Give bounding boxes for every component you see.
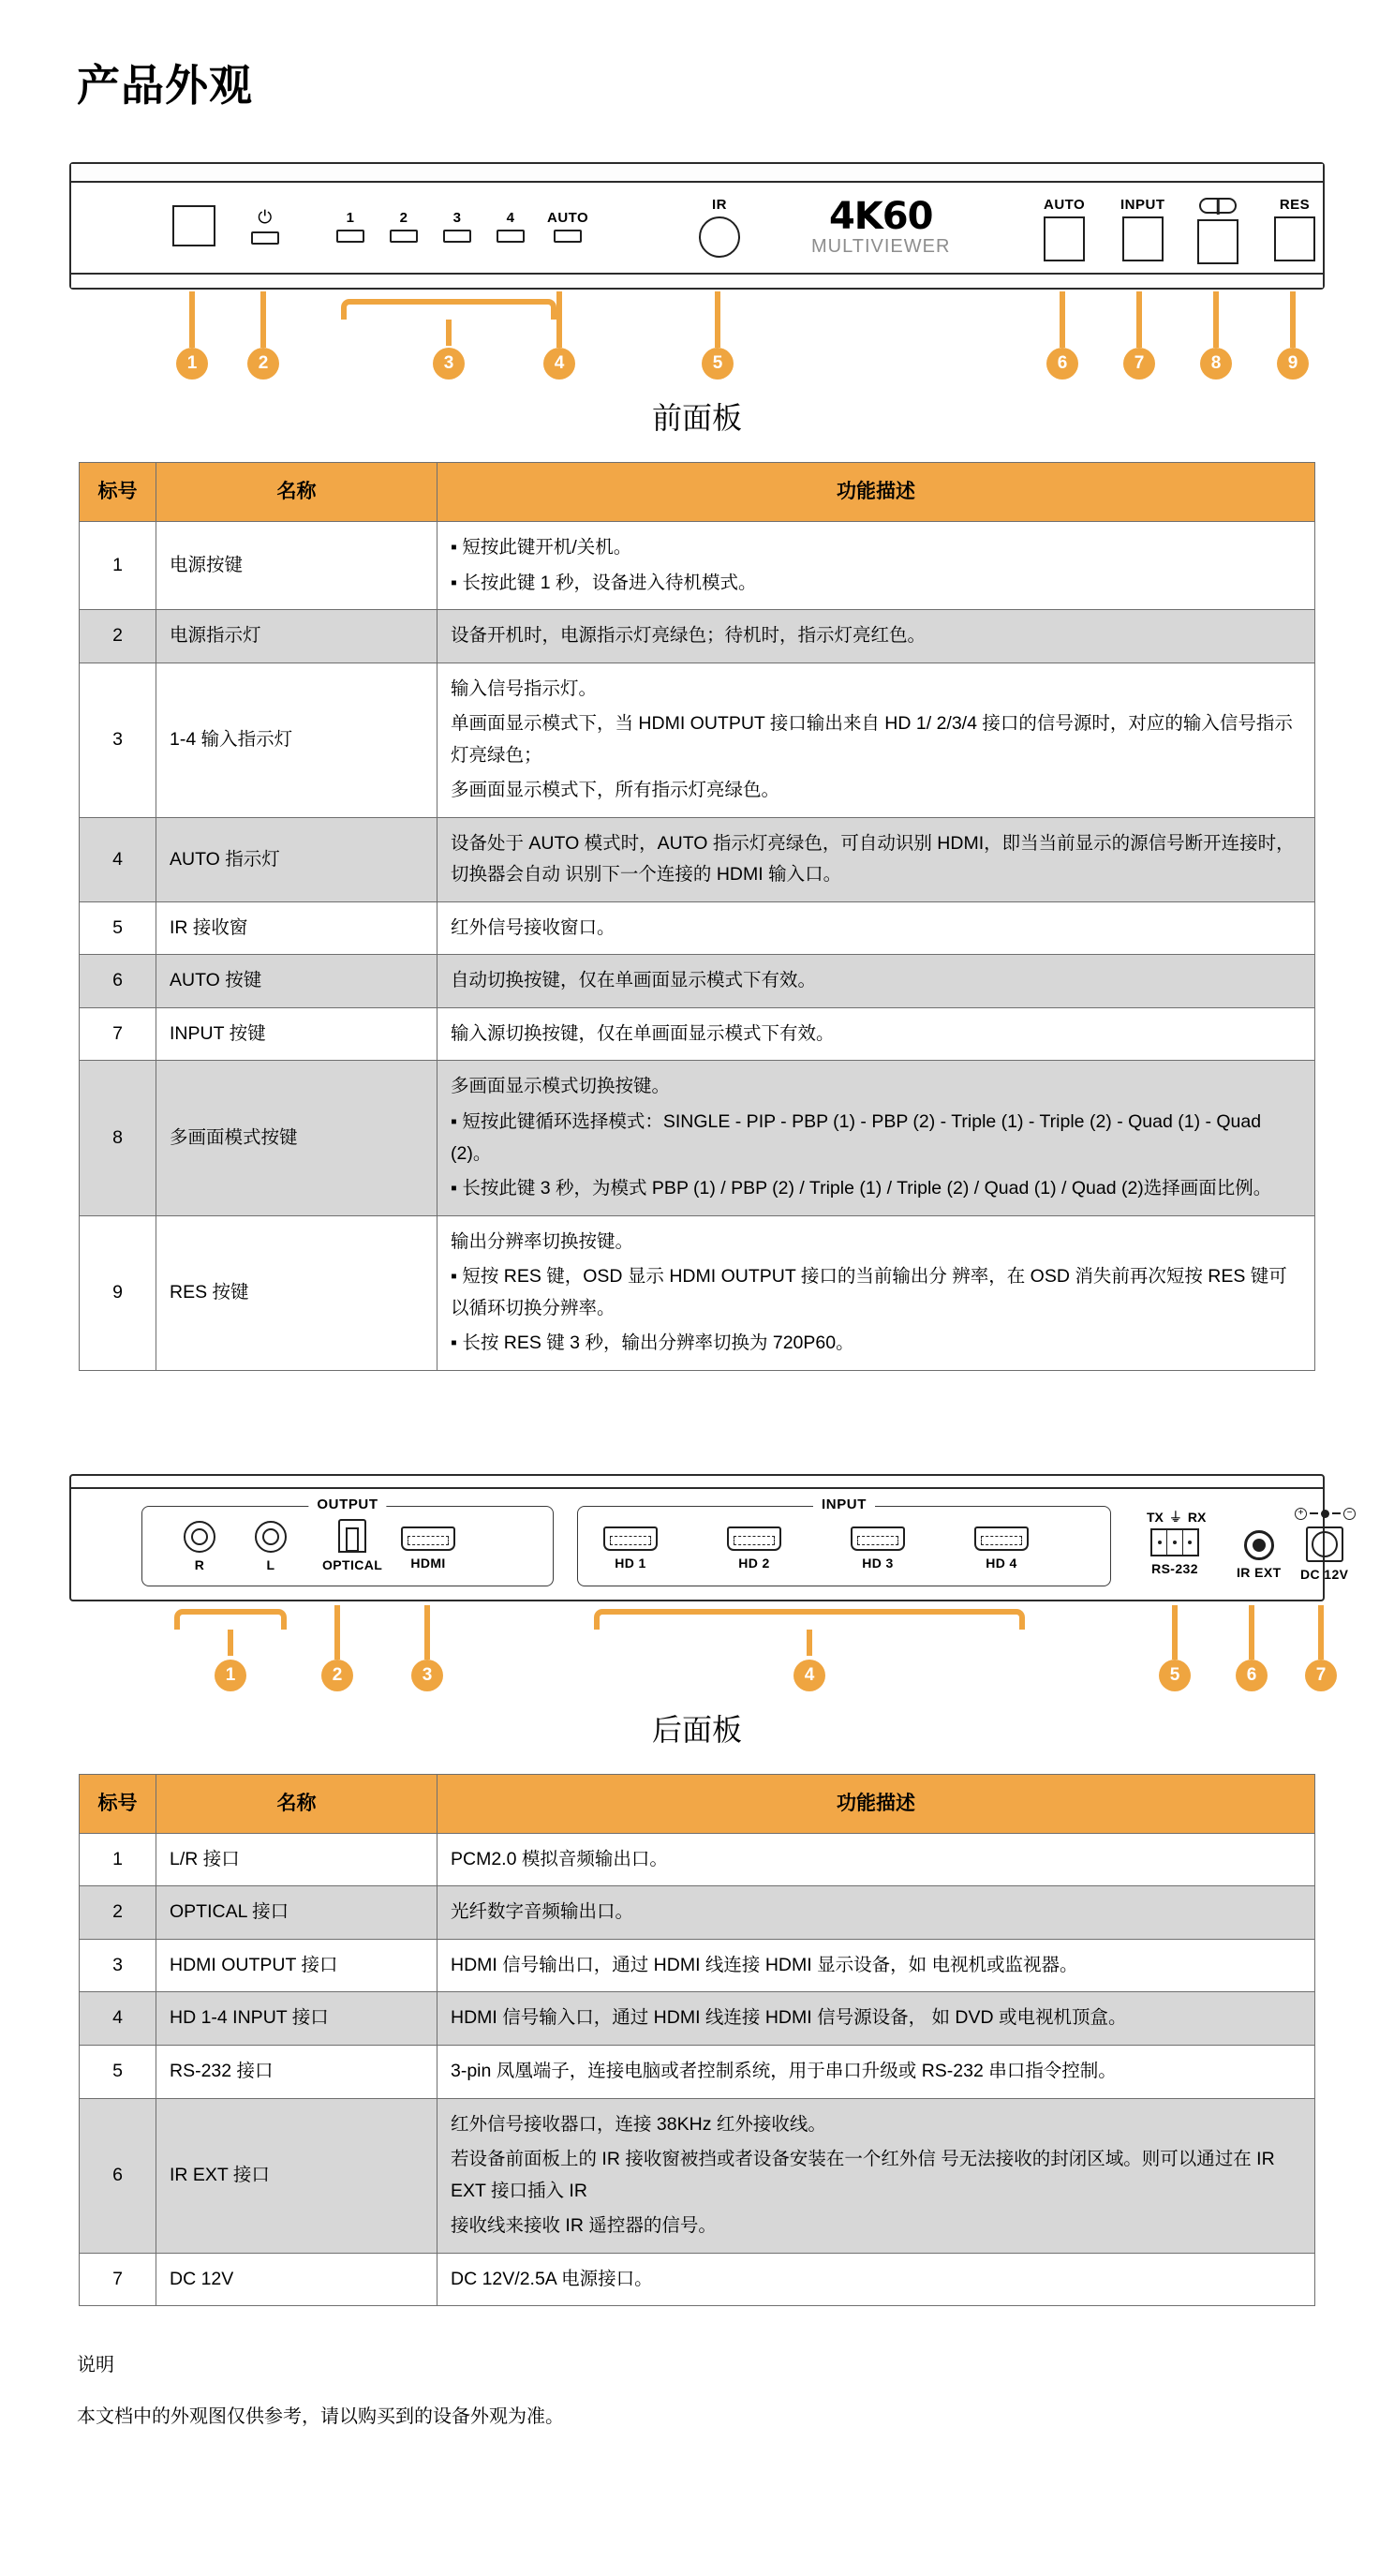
optical-port bbox=[322, 1519, 382, 1572]
desc-line: ▪ 长按此键 1 秒，设备进入待机模式。 bbox=[451, 572, 757, 593]
row-name: AUTO 指示灯 bbox=[156, 817, 437, 901]
callout-8 bbox=[1200, 291, 1232, 380]
callout-6-bubble: 6 bbox=[1046, 348, 1078, 380]
hdmi-output-shape bbox=[401, 1526, 455, 1551]
multiview-icon bbox=[1199, 198, 1237, 214]
row-no: 5 bbox=[80, 2045, 156, 2098]
txrx-labels bbox=[1147, 1508, 1206, 1526]
desc-line: 设备开机时，电源指示灯亮绿色；待机时，指示灯亮红色。 bbox=[451, 625, 927, 647]
input-led-4-label: 4 bbox=[506, 210, 515, 226]
ir-ext-label: IR EXT bbox=[1237, 1564, 1282, 1580]
auto-button[interactable] bbox=[1044, 198, 1085, 261]
rear-callout-2-stem bbox=[334, 1605, 340, 1660]
hd2-label: HD 2 bbox=[738, 1555, 770, 1571]
desc-line: DC 12V/2.5A 电源接口。 bbox=[451, 2268, 653, 2289]
callout-9-stem bbox=[1290, 291, 1296, 348]
hd4-shape bbox=[974, 1526, 1029, 1551]
row-desc bbox=[437, 1007, 1315, 1061]
row-no: 7 bbox=[80, 2253, 156, 2306]
row-name: IR EXT 接口 bbox=[156, 2098, 437, 2253]
rear-callout-1-stem bbox=[228, 1630, 233, 1656]
input-led-2-shape bbox=[390, 230, 418, 243]
row-name: 多画面模式按键 bbox=[156, 1061, 437, 1215]
note-body: 本文档中的外观图仅供参考，请以购买到的设备外观为准。 bbox=[77, 2406, 564, 2428]
auto-led-shape bbox=[554, 230, 582, 243]
rear-callout-4-bracket bbox=[594, 1609, 1025, 1630]
col-header-name: 名称 bbox=[156, 463, 437, 522]
rear-callout-6-bubble: 6 bbox=[1236, 1660, 1268, 1691]
row-no: 9 bbox=[80, 1215, 156, 1370]
table-row bbox=[80, 663, 1315, 817]
col-header-desc: 功能描述 bbox=[437, 463, 1315, 522]
callout-3-bubble: 3 bbox=[433, 348, 465, 380]
col-header-no: 标号 bbox=[80, 1774, 156, 1833]
desc-line: ▪ 长按此键 3 秒，为模式 PBP (1) / PBP (2) / Triple (1) / Triple (2) / Quad (1) / Quad (2)选择画面比例。 bbox=[451, 1178, 1272, 1199]
optical-label: OPTICAL bbox=[322, 1556, 383, 1572]
device-face bbox=[71, 183, 1323, 273]
row-desc bbox=[437, 1992, 1315, 2046]
rear-callout-4 bbox=[793, 1660, 825, 1691]
callout-7-stem bbox=[1136, 291, 1142, 348]
table-row bbox=[80, 1833, 1315, 1886]
row-name: IR 接收窗 bbox=[156, 901, 437, 955]
res-button[interactable] bbox=[1274, 198, 1315, 261]
multiview-mode-button[interactable] bbox=[1197, 198, 1238, 264]
table-row bbox=[80, 817, 1315, 901]
rca-r-shape bbox=[184, 1521, 215, 1553]
row-name: HD 1-4 INPUT 接口 bbox=[156, 1992, 437, 2046]
row-no: 7 bbox=[80, 1007, 156, 1061]
row-name: OPTICAL 接口 bbox=[156, 1886, 437, 1940]
desc-line: 输出分辨率切换按键。 bbox=[451, 1230, 634, 1252]
input-button-label: INPUT bbox=[1120, 197, 1165, 213]
table-row bbox=[80, 1061, 1315, 1215]
power-button-shape bbox=[172, 205, 215, 246]
row-no: 1 bbox=[80, 1833, 156, 1886]
row-name: DC 12V bbox=[156, 2253, 437, 2306]
callout-1-bubble: 1 bbox=[176, 348, 208, 380]
callout-6 bbox=[1046, 291, 1078, 380]
hd3-port bbox=[851, 1526, 905, 1571]
input-led-2-label: 2 bbox=[399, 210, 408, 226]
row-no: 5 bbox=[80, 901, 156, 955]
row-no: 6 bbox=[80, 2098, 156, 2253]
rear-callout-7 bbox=[1305, 1605, 1337, 1691]
row-desc bbox=[437, 955, 1315, 1008]
col-header-no: 标号 bbox=[80, 463, 156, 522]
ground-icon: ⏚ bbox=[1168, 1509, 1182, 1525]
row-desc bbox=[437, 1939, 1315, 1992]
callout-2-stem bbox=[260, 291, 266, 348]
auto-led-label: AUTO bbox=[547, 210, 589, 226]
row-name: HDMI OUTPUT 接口 bbox=[156, 1939, 437, 1992]
table-row bbox=[80, 2098, 1315, 2253]
rear-callout-3 bbox=[411, 1605, 443, 1691]
callout-7-bubble: 7 bbox=[1123, 348, 1155, 380]
input-led-2 bbox=[390, 211, 418, 243]
rca-port-r bbox=[184, 1521, 215, 1572]
input-led-1-label: 1 bbox=[346, 210, 355, 226]
hd2-port bbox=[727, 1526, 781, 1571]
callout-2-bubble: 2 bbox=[247, 348, 279, 380]
table-row bbox=[80, 1215, 1315, 1370]
desc-line: HDMI 信号输入口，通过 HDMI 线连接 HDMI 信号源设备， 如 DVD 或电视机顶盒。 bbox=[451, 2007, 1127, 2029]
front-panel-table bbox=[79, 462, 1315, 1371]
row-no: 2 bbox=[80, 1886, 156, 1940]
optical-shape bbox=[338, 1519, 366, 1553]
desc-line: 若设备前面板上的 IR 接收窗被挡或者设备安装在一个红外信 号无法接收的封闭区域。则可以通过在 IR EXT 接口插入 IR bbox=[451, 2149, 1275, 2201]
callout-8-bubble: 8 bbox=[1200, 348, 1232, 380]
logo-multiviewer: MULTIVIEWER bbox=[811, 236, 951, 257]
rca-port-l bbox=[255, 1521, 287, 1572]
front-panel-device bbox=[69, 162, 1325, 290]
hdmi-output-label: HDMI bbox=[410, 1555, 446, 1571]
row-name: INPUT 按键 bbox=[156, 1007, 437, 1061]
rear-callout-7-stem bbox=[1318, 1605, 1324, 1660]
device-bottom-strip bbox=[71, 273, 1323, 288]
row-desc bbox=[437, 2045, 1315, 2098]
dc-jack-shape bbox=[1306, 1526, 1343, 1562]
callout-1-stem bbox=[189, 291, 195, 348]
desc-line: PCM2.0 模拟音频输出口。 bbox=[451, 1848, 668, 1869]
rear-callout-6-stem bbox=[1249, 1605, 1254, 1660]
rear-callout-5-stem bbox=[1172, 1605, 1178, 1660]
rs232-port bbox=[1150, 1528, 1199, 1576]
page-title: 产品外观 bbox=[77, 61, 253, 110]
dc-12v-label: DC 12V bbox=[1300, 1566, 1349, 1582]
rear-panel-table bbox=[79, 1774, 1315, 2306]
input-led-4-shape bbox=[497, 230, 525, 243]
callout-1 bbox=[176, 291, 208, 380]
row-desc bbox=[437, 1886, 1315, 1940]
rs232-shape bbox=[1150, 1528, 1199, 1556]
callout-3-bracket bbox=[341, 299, 556, 320]
rear-callout-7-bubble: 7 bbox=[1305, 1660, 1337, 1691]
desc-line: 接收线来接收 IR 遥控器的信号。 bbox=[451, 2215, 717, 2237]
callout-3 bbox=[433, 348, 465, 380]
callout-7 bbox=[1123, 291, 1155, 380]
output-group-label: OUTPUT bbox=[308, 1496, 386, 1512]
auto-button-label: AUTO bbox=[1044, 197, 1086, 213]
rear-callout-3-stem bbox=[424, 1605, 430, 1660]
product-logo bbox=[811, 195, 951, 257]
product-appearance-page bbox=[0, 52, 1394, 2428]
row-desc bbox=[437, 901, 1315, 955]
ir-receiver-window bbox=[699, 198, 740, 258]
front-panel-diagram bbox=[0, 162, 1394, 380]
front-panel-callouts bbox=[69, 290, 1325, 380]
device-top-strip bbox=[71, 164, 1323, 183]
rca-r-label: R bbox=[194, 1556, 205, 1572]
res-button-label: RES bbox=[1279, 197, 1311, 213]
row-name: 电源按键 bbox=[156, 522, 437, 610]
input-led-1-shape bbox=[336, 230, 364, 243]
rca-l-label: L bbox=[266, 1556, 275, 1572]
table-row bbox=[80, 955, 1315, 1008]
desc-line: ▪ 长按 RES 键 3 秒，输出分辨率切换为 720P60。 bbox=[451, 1333, 854, 1354]
ir-window-shape bbox=[699, 216, 740, 258]
row-no: 8 bbox=[80, 1061, 156, 1215]
hd2-shape bbox=[727, 1526, 781, 1551]
col-header-desc: 功能描述 bbox=[437, 1774, 1315, 1833]
callout-3-stem bbox=[446, 320, 452, 346]
rear-panel-diagram bbox=[0, 1474, 1394, 1691]
callout-5 bbox=[702, 291, 734, 380]
res-button-shape bbox=[1274, 216, 1315, 261]
hdmi-output-port bbox=[401, 1526, 455, 1571]
rear-panel-device bbox=[69, 1474, 1353, 1601]
rear-callout-5-bubble: 5 bbox=[1159, 1660, 1191, 1691]
row-desc bbox=[437, 1215, 1315, 1370]
row-name: L/R 接口 bbox=[156, 1833, 437, 1886]
row-desc bbox=[437, 1061, 1315, 1215]
hd1-label: HD 1 bbox=[615, 1555, 646, 1571]
callout-4-bubble: 4 bbox=[543, 348, 575, 380]
power-icon: ⏻ bbox=[258, 208, 273, 228]
callout-9 bbox=[1277, 291, 1309, 380]
hd1-shape bbox=[603, 1526, 658, 1551]
table-row bbox=[80, 2045, 1315, 2098]
desc-line: ▪ 短按此键开机/关机。 bbox=[451, 537, 632, 558]
auto-led bbox=[547, 211, 588, 243]
desc-line: 输入信号指示灯。 bbox=[451, 678, 598, 699]
row-desc bbox=[437, 663, 1315, 817]
power-led bbox=[251, 209, 279, 245]
auto-button-shape bbox=[1044, 216, 1085, 261]
rear-panel-face bbox=[71, 1489, 1353, 1600]
rear-callout-4-stem bbox=[807, 1630, 812, 1656]
rear-callout-5 bbox=[1159, 1605, 1191, 1691]
logo-4k60: 4K60 bbox=[828, 195, 933, 238]
table-row bbox=[80, 1939, 1315, 1992]
row-desc bbox=[437, 522, 1315, 610]
row-no: 4 bbox=[80, 817, 156, 901]
desc-line: 多画面显示模式下，所有指示灯亮绿色。 bbox=[451, 780, 780, 801]
row-name: 1-4 输入指示灯 bbox=[156, 663, 437, 817]
input-led-1 bbox=[336, 211, 364, 243]
input-led-3-label: 3 bbox=[452, 210, 462, 226]
callout-5-bubble: 5 bbox=[702, 348, 734, 380]
callout-4-stem bbox=[556, 291, 562, 348]
row-name: 电源指示灯 bbox=[156, 610, 437, 663]
desc-line: 输入源切换按键，仅在单画面显示模式下有效。 bbox=[451, 1022, 835, 1044]
table-row bbox=[80, 610, 1315, 663]
desc-line: 自动切换按键，仅在单画面显示模式下有效。 bbox=[451, 970, 817, 991]
callout-4 bbox=[543, 291, 575, 380]
table-row bbox=[80, 901, 1315, 955]
callout-2 bbox=[247, 291, 279, 380]
desc-line: 3-pin 凤凰端子，连接电脑或者控制系统，用于串口升级或 RS-232 串口指令控制。 bbox=[451, 2060, 1117, 2081]
center-pin-icon bbox=[1321, 1510, 1329, 1518]
table-row bbox=[80, 1992, 1315, 2046]
desc-line: 设备处于 AUTO 模式时，AUTO 指示灯亮绿色，可自动识别 HDMI，即当当前显示的源信号断开连接时，切换器会自动 识别下一个连接的 HDMI 输入口。 bbox=[451, 832, 1295, 886]
row-no: 2 bbox=[80, 610, 156, 663]
rear-callout-4-bubble: 4 bbox=[793, 1660, 825, 1691]
callout-8-stem bbox=[1213, 291, 1219, 348]
rear-callout-2 bbox=[321, 1605, 353, 1691]
desc-line: 多画面显示模式切换按键。 bbox=[451, 1076, 671, 1097]
minus-icon: − bbox=[1343, 1508, 1356, 1520]
rear-callout-1-bracket bbox=[174, 1609, 287, 1630]
desc-line: HDMI 信号输出口，通过 HDMI 线连接 HDMI 显示设备，如 电视机或监视器。 bbox=[451, 1954, 1078, 1975]
rca-l-shape bbox=[255, 1521, 287, 1553]
desc-line: 光纤数字音频输出口。 bbox=[451, 1901, 634, 1923]
rx-label: RX bbox=[1187, 1509, 1207, 1525]
table-header-row bbox=[80, 463, 1315, 522]
input-group-label: INPUT bbox=[813, 1496, 875, 1512]
table-header-row bbox=[80, 1774, 1315, 1833]
hd4-label: HD 4 bbox=[986, 1555, 1017, 1571]
table-row bbox=[80, 1886, 1315, 1940]
front-panel-section-label: 前面板 bbox=[651, 401, 742, 435]
row-no: 6 bbox=[80, 955, 156, 1008]
power-button[interactable] bbox=[172, 205, 215, 246]
callout-5-stem bbox=[715, 291, 720, 348]
multiview-button-shape bbox=[1197, 219, 1238, 264]
rear-callout-1-bubble: 1 bbox=[215, 1660, 246, 1691]
row-desc bbox=[437, 610, 1315, 663]
table-row bbox=[80, 522, 1315, 610]
callout-9-bubble: 9 bbox=[1277, 348, 1309, 380]
desc-line: ▪ 短按 RES 键，OSD 显示 HDMI OUTPUT 接口的当前输出分 辨率，在 OSD 消失前再次短按 RES 键可以循环切换分辨率。 bbox=[451, 1266, 1287, 1318]
table-row bbox=[80, 2253, 1315, 2306]
row-name: RS-232 接口 bbox=[156, 2045, 437, 2098]
desc-line: 单画面显示模式下，当 HDMI OUTPUT 接口输出来自 HD 1/ 2/3/4 接口的信号源时，对应的输入信号指示灯亮绿色； bbox=[451, 713, 1293, 766]
row-name: RES 按键 bbox=[156, 1215, 437, 1370]
hd4-port bbox=[974, 1526, 1029, 1571]
desc-line: 红外信号接收窗口。 bbox=[451, 916, 615, 938]
row-no: 4 bbox=[80, 1992, 156, 2046]
rear-panel-callouts bbox=[69, 1601, 1325, 1691]
tx-label: TX bbox=[1147, 1509, 1164, 1525]
rear-callout-2-bubble: 2 bbox=[321, 1660, 353, 1691]
desc-line: 红外信号接收器口，连接 38KHz 红外接收线。 bbox=[451, 2113, 826, 2135]
note-title: 说明 bbox=[77, 2355, 114, 2376]
ir-ext-shape bbox=[1244, 1530, 1274, 1560]
rs232-label: RS-232 bbox=[1151, 1560, 1198, 1576]
row-no: 1 bbox=[80, 522, 156, 610]
rear-top-strip bbox=[71, 1476, 1323, 1489]
row-desc bbox=[437, 2253, 1315, 2306]
input-led-3-shape bbox=[443, 230, 471, 243]
dc-12v-port bbox=[1300, 1526, 1348, 1582]
input-button-shape bbox=[1122, 216, 1164, 261]
row-desc bbox=[437, 2098, 1315, 2253]
row-no: 3 bbox=[80, 663, 156, 817]
rear-panel-section-label: 后面板 bbox=[651, 1712, 742, 1747]
hd1-port bbox=[603, 1526, 658, 1571]
row-no: 3 bbox=[80, 1939, 156, 1992]
input-button[interactable] bbox=[1120, 198, 1165, 261]
row-name: AUTO 按键 bbox=[156, 955, 437, 1008]
ir-label: IR bbox=[712, 197, 727, 213]
plus-icon: + bbox=[1295, 1508, 1307, 1520]
rear-callout-1 bbox=[215, 1660, 246, 1691]
ir-ext-port bbox=[1237, 1530, 1282, 1580]
power-led-shape bbox=[251, 231, 279, 245]
hd3-label: HD 3 bbox=[862, 1555, 894, 1571]
rear-callout-6 bbox=[1236, 1605, 1268, 1691]
dc-polarity-icon bbox=[1295, 1508, 1356, 1520]
desc-line: ▪ 短按此键循环选择模式：SINGLE - PIP - PBP (1) - PBP (2) - Triple (1) - Triple (2) - Quad (1) - Quad (2)。 bbox=[451, 1111, 1262, 1164]
row-desc bbox=[437, 817, 1315, 901]
col-header-name: 名称 bbox=[156, 1774, 437, 1833]
hd3-shape bbox=[851, 1526, 905, 1551]
input-led-3 bbox=[443, 211, 471, 243]
table-row bbox=[80, 1007, 1315, 1061]
input-led-4 bbox=[497, 211, 525, 243]
callout-6-stem bbox=[1060, 291, 1065, 348]
row-desc bbox=[437, 1833, 1315, 1886]
rear-callout-3-bubble: 3 bbox=[411, 1660, 443, 1691]
